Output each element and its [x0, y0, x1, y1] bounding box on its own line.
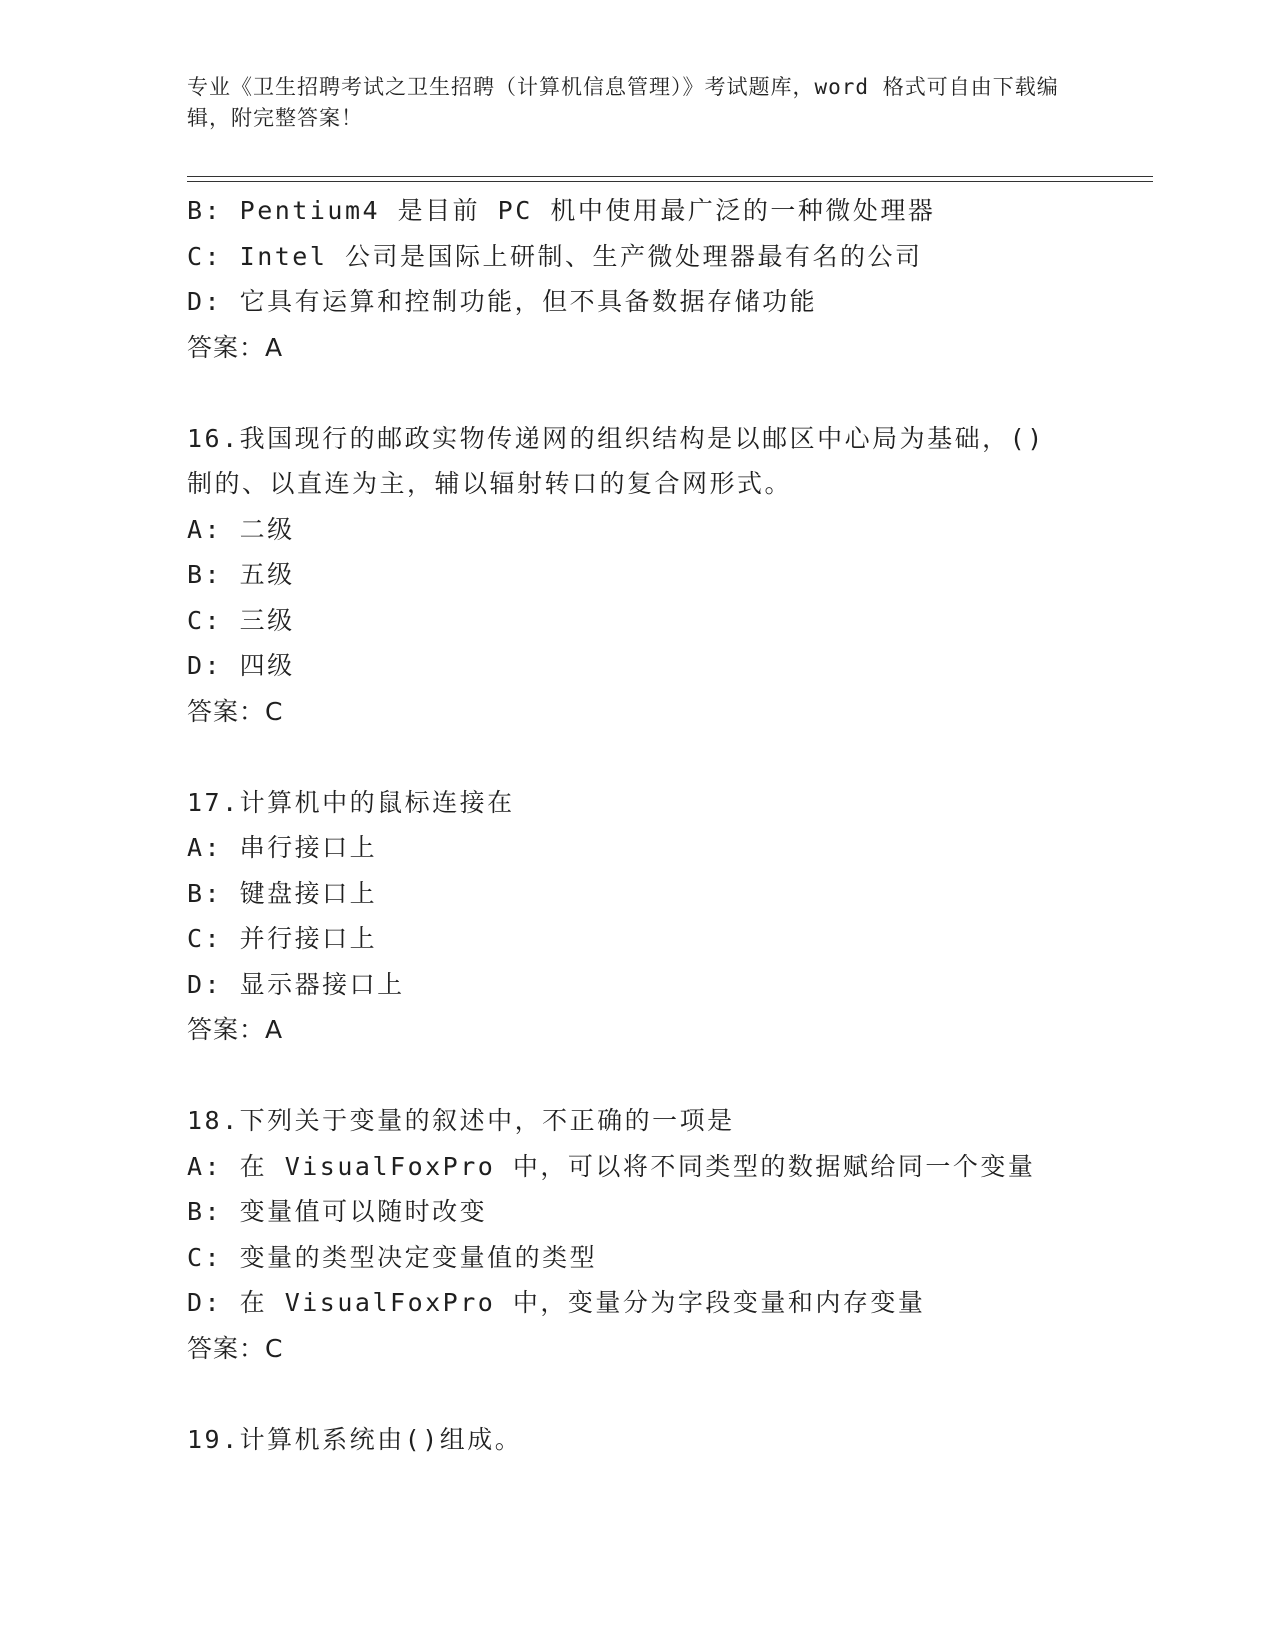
option-b: B: 变量值可以随时改变 [187, 1197, 488, 1226]
option-c: C: 并行接口上 [187, 924, 378, 953]
option-d: D: 四级 [187, 651, 295, 680]
option-a: A: 串行接口上 [187, 833, 378, 862]
question-16-stem-line1: 16.我国现行的邮政实物传递网的组织结构是以邮区中心局为基础，() [187, 423, 1045, 453]
question-19-stem: 19.计算机系统由()组成。 [187, 1424, 523, 1454]
spacer [187, 1053, 1087, 1099]
answer-line: 答案：A [187, 1015, 284, 1044]
question-17-stem: 17.计算机中的鼠标连接在 [187, 787, 515, 817]
option-c: C: Intel 公司是国际上研制、生产微处理器最有名的公司 [187, 241, 923, 271]
spacer [187, 1371, 1087, 1417]
question-content [187, 188, 1087, 1462]
question-18-stem: 18.下列关于变量的叙述中，不正确的一项是 [187, 1106, 735, 1135]
option-b: B: 键盘接口上 [187, 878, 378, 908]
option-b: B: 五级 [187, 560, 295, 589]
header-rule-bottom [187, 181, 1153, 182]
option-a: A: 二级 [187, 514, 295, 544]
option-a: A: 在 VisualFoxPro 中，可以将不同类型的数据赋给同一个变量 [187, 1151, 1036, 1181]
header-rule-top [187, 176, 1153, 177]
spacer [187, 370, 1087, 416]
document-header: 专业《卫生招聘考试之卫生招聘（计算机信息管理）》考试题库，word 格式可自由下载编辑，附完整答案！ [187, 75, 1059, 130]
answer-line: 答案：C [187, 696, 284, 726]
question-16-stem-line2: 制的、以直连为主，辅以辐射转口的复合网形式。 [187, 469, 793, 498]
option-c: C: 变量的类型决定变量值的类型 [187, 1242, 598, 1272]
option-d: D: 显示器接口上 [187, 969, 405, 999]
spacer [187, 734, 1087, 780]
option-c: C: 三级 [187, 605, 295, 635]
answer-line: 答案：A [187, 332, 284, 362]
option-d: D: 在 VisualFoxPro 中，变量分为字段变量和内存变量 [187, 1288, 926, 1317]
option-b: B: Pentium4 是目前 PC 机中使用最广泛的一种微处理器 [187, 196, 936, 225]
option-d: D: 它具有运算和控制功能，但不具备数据存储功能 [187, 287, 818, 316]
answer-line: 答案：C [187, 1333, 284, 1363]
